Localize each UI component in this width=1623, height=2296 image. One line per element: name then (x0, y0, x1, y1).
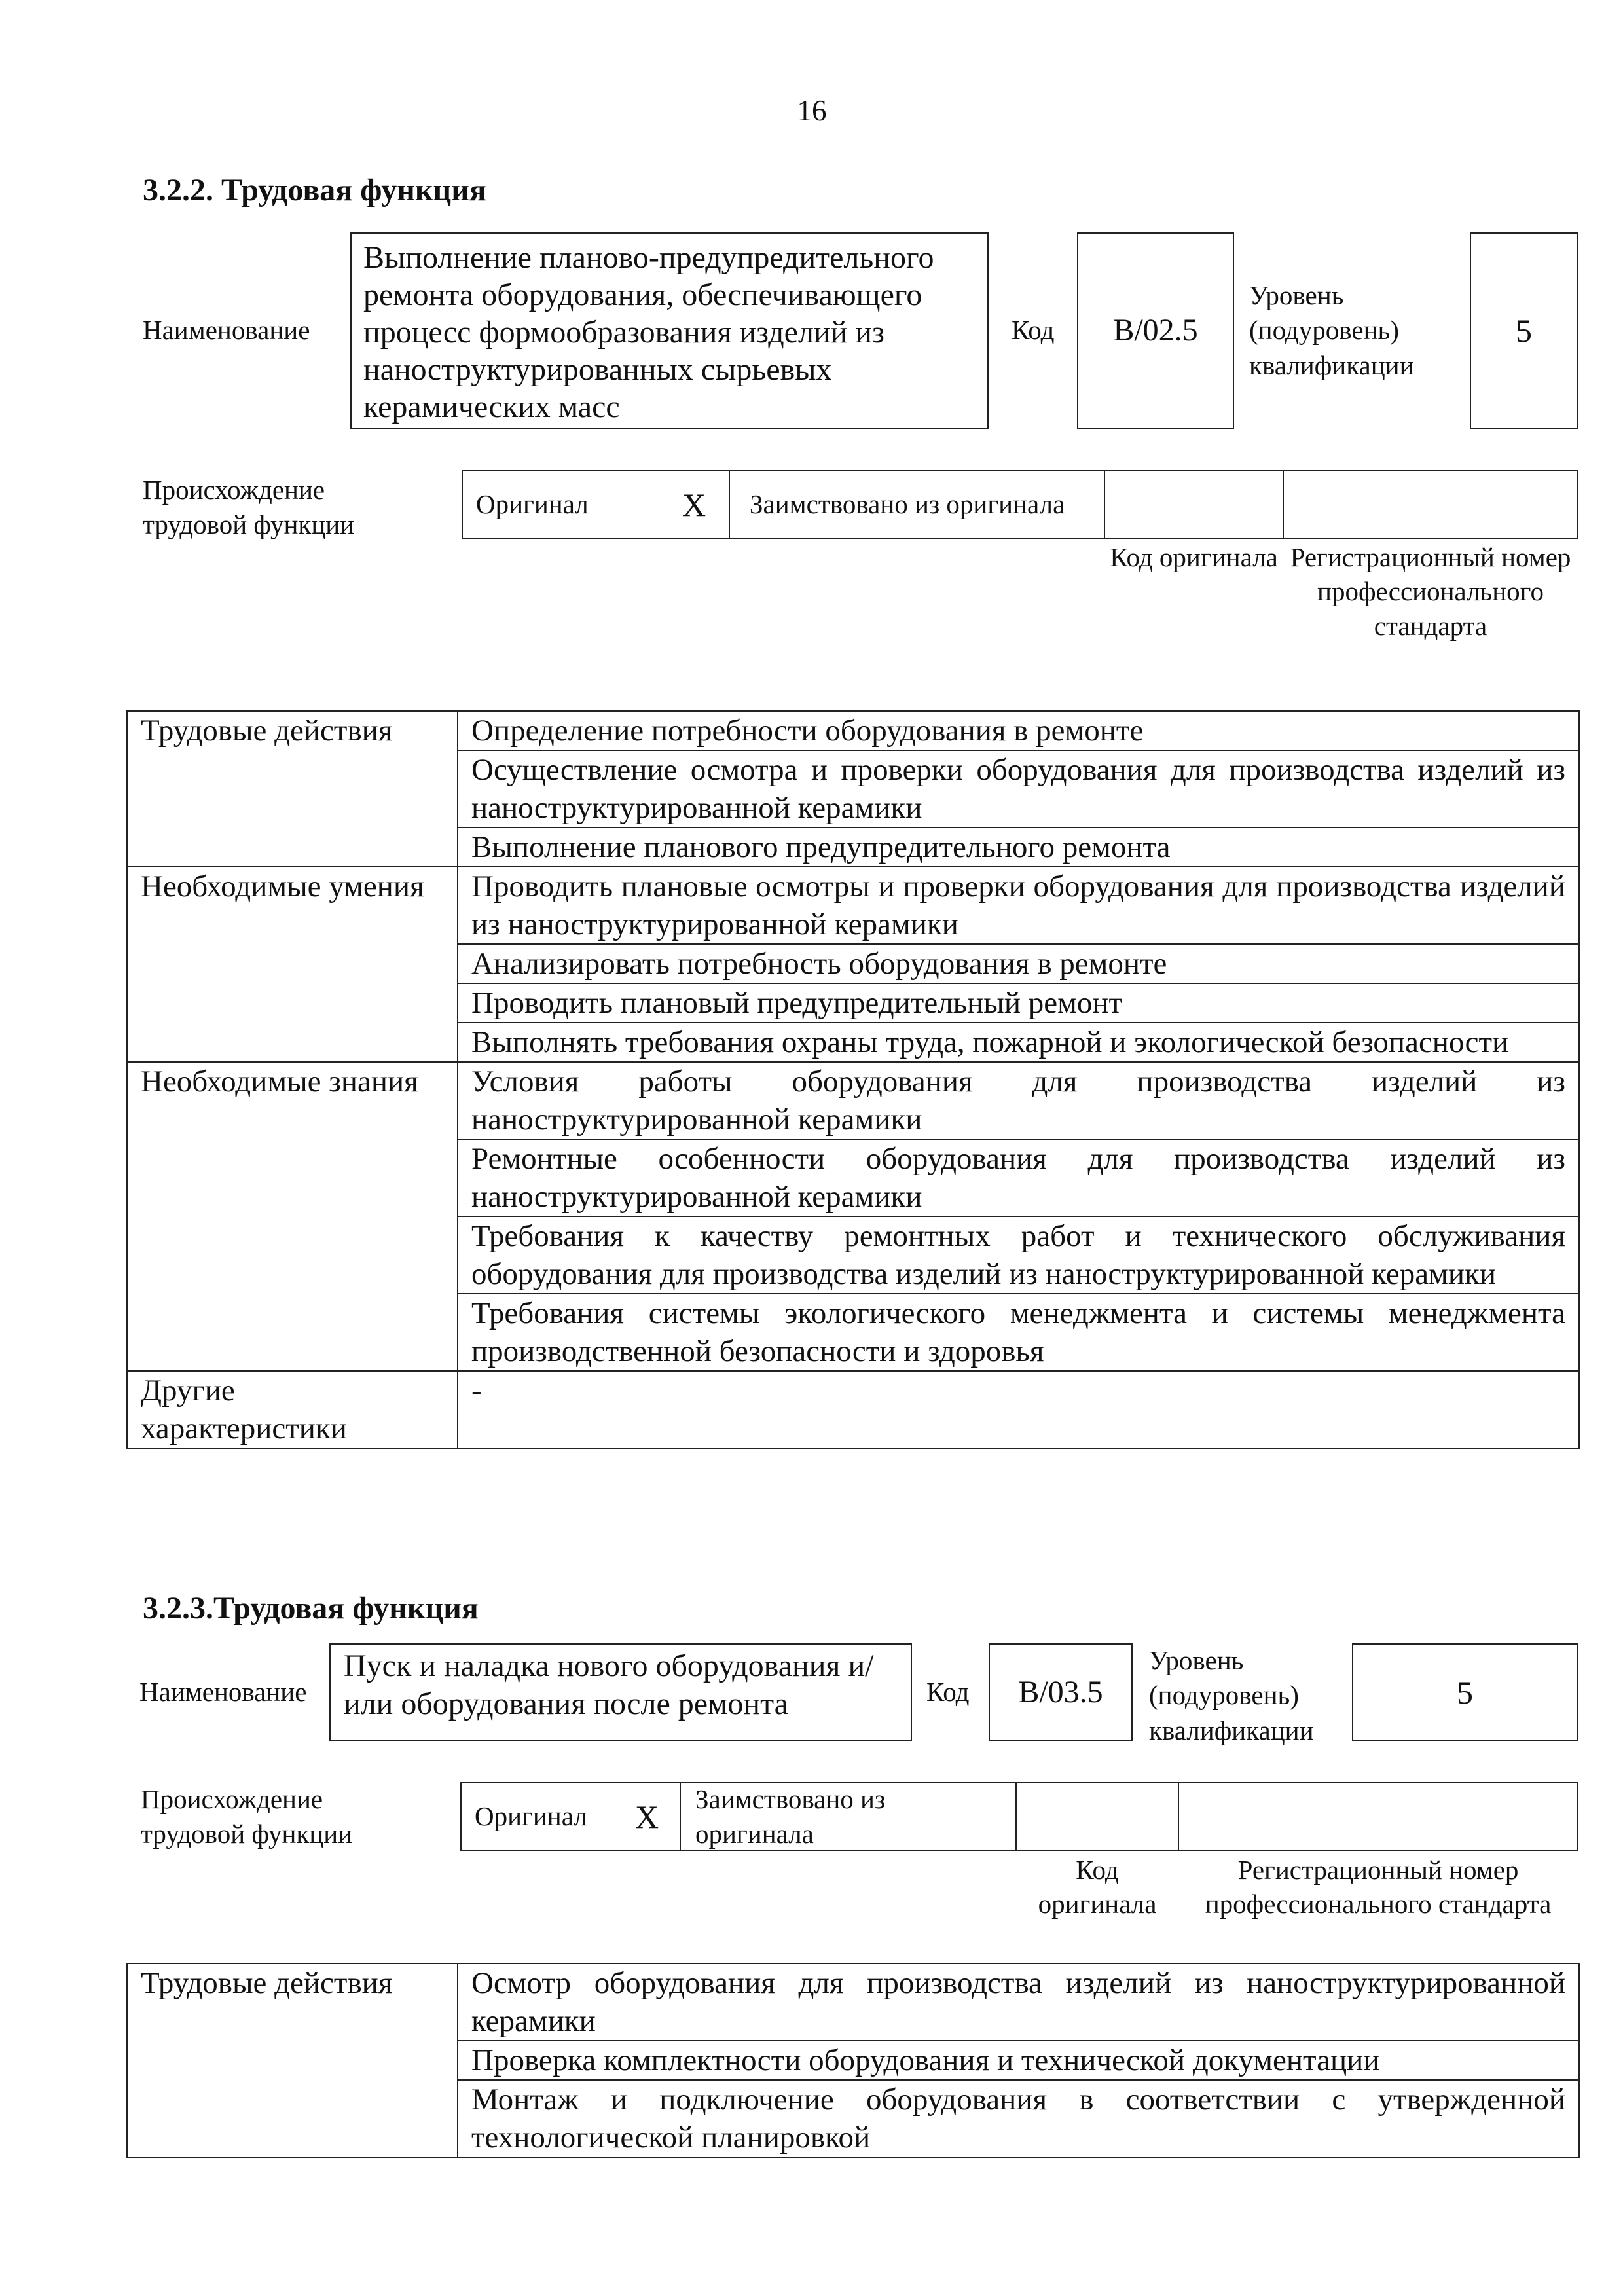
level-label: Уровень (подуровень) квалификации (1249, 280, 1414, 380)
borrowed-cell (680, 1782, 1017, 1851)
borrowed-label: Заимствовано из оригинала (695, 1784, 886, 1849)
reg-number-caption: Регистрационный номер профессионального стандарта (1205, 1855, 1552, 1920)
name-label: Наименование (143, 315, 310, 346)
name-value-box (329, 1643, 912, 1741)
row-item: Проводить плановый предупредительный ремонт (458, 983, 1579, 1023)
reg-number-cell (1178, 1782, 1578, 1851)
name-label: Наименование (139, 1677, 307, 1707)
row-item: Требования к качеству ремонтных работ и технического обслуживания оборудования для производства изделий из наноструктурированной керамики (458, 1216, 1579, 1294)
table-row (127, 867, 1579, 944)
original-cell (460, 1782, 681, 1851)
name-value-box (350, 232, 989, 429)
level-label: Уровень (подуровень) квалификации (1149, 1645, 1314, 1745)
table-row (127, 1963, 1579, 2041)
labor-function-table-3-2-2 (126, 710, 1580, 1449)
labor-function-table-3-2-3 (126, 1963, 1580, 2158)
table-row (127, 1062, 1579, 1139)
row-item: Определение потребности оборудования в ремонте (458, 711, 1579, 750)
code-original-caption: Код оригинала (1110, 542, 1278, 572)
reg-number-cell (1283, 470, 1578, 539)
level-value: 5 (1457, 1674, 1473, 1711)
table-row (127, 1371, 1579, 1448)
row-item: Проверка комплектности оборудования и технической документации (458, 2041, 1579, 2080)
borrowed-label: Заимствовано из оригинала (750, 488, 1065, 519)
row-item: Выполнять требования охраны труда, пожарной и экологической безопасности (458, 1023, 1579, 1062)
original-cell (462, 470, 730, 539)
row-item: Требования системы экологического менеджмента и системы менеджмента производственной безопасности и здоровья (458, 1294, 1579, 1371)
row-label: Необходимые знания (127, 1062, 458, 1371)
code-original-caption: Код оригинала (1038, 1855, 1157, 1920)
borrowed-cell (729, 470, 1105, 539)
name-value: Пуск и наладка нового оборудования и/или оборудования после ремонта (344, 1649, 874, 1721)
section-heading-3-2-3: 3.2.3.Трудовая функция (143, 1591, 479, 1626)
section-heading-3-2-2: 3.2.2. Трудовая функция (143, 173, 486, 208)
row-item: Выполнение планового предупредительного ремонта (458, 828, 1579, 867)
row-item: Осуществление осмотра и проверки оборудования для производства изделий из наноструктурированной керамики (458, 750, 1579, 828)
row-item: Монтаж и подключение оборудования в соответствии с утвержденной технологической планировкой (458, 2080, 1579, 2157)
original-mark: X (682, 486, 706, 523)
code-value: B/02.5 (1113, 312, 1198, 348)
table-row (127, 711, 1579, 750)
code-original-cell (1104, 470, 1284, 539)
code-value: B/03.5 (1018, 1674, 1103, 1709)
row-item: Осмотр оборудования для производства изделий из наноструктурированной керамики (458, 1963, 1579, 2041)
level-value-box (1470, 232, 1578, 429)
row-label: Трудовые действия (127, 1963, 458, 2157)
row-item: - (458, 1371, 1579, 1448)
code-label: Код (1012, 315, 1055, 346)
row-item: Условия работы оборудования для производства изделий из наноструктурированной керамики (458, 1062, 1579, 1139)
origin-label: Происхождение трудовой функции (143, 475, 355, 540)
row-label: Другие характеристики (127, 1371, 458, 1448)
row-item: Проводить плановые осмотры и проверки оборудования для производства изделий из наноструктурированной керамики (458, 867, 1579, 944)
code-value-box (989, 1643, 1133, 1741)
row-label: Необходимые умения (127, 867, 458, 1062)
page-number: 16 (797, 94, 827, 127)
code-label: Код (926, 1677, 970, 1707)
code-original-cell (1015, 1782, 1179, 1851)
reg-number-caption: Регистрационный номер профессионального стандарта (1290, 542, 1571, 641)
original-label: Оригинал (475, 1800, 587, 1831)
original-mark: X (635, 1798, 659, 1835)
name-value: Выполнение планово-предупредительного ремонта оборудования, обеспечивающего процесс формообразования изделий из наноструктурированных сырьевых керамических масс (363, 240, 934, 424)
code-value-box (1077, 232, 1234, 429)
row-item: Ремонтные особенности оборудования для производства изделий из наноструктурированной керамики (458, 1139, 1579, 1216)
origin-label: Происхождение трудовой функции (141, 1784, 353, 1850)
level-value: 5 (1516, 312, 1532, 349)
original-label: Оригинал (476, 488, 589, 519)
level-value-box (1352, 1643, 1578, 1741)
row-item: Анализировать потребность оборудования в ремонте (458, 944, 1579, 983)
row-label: Трудовые действия (127, 711, 458, 867)
